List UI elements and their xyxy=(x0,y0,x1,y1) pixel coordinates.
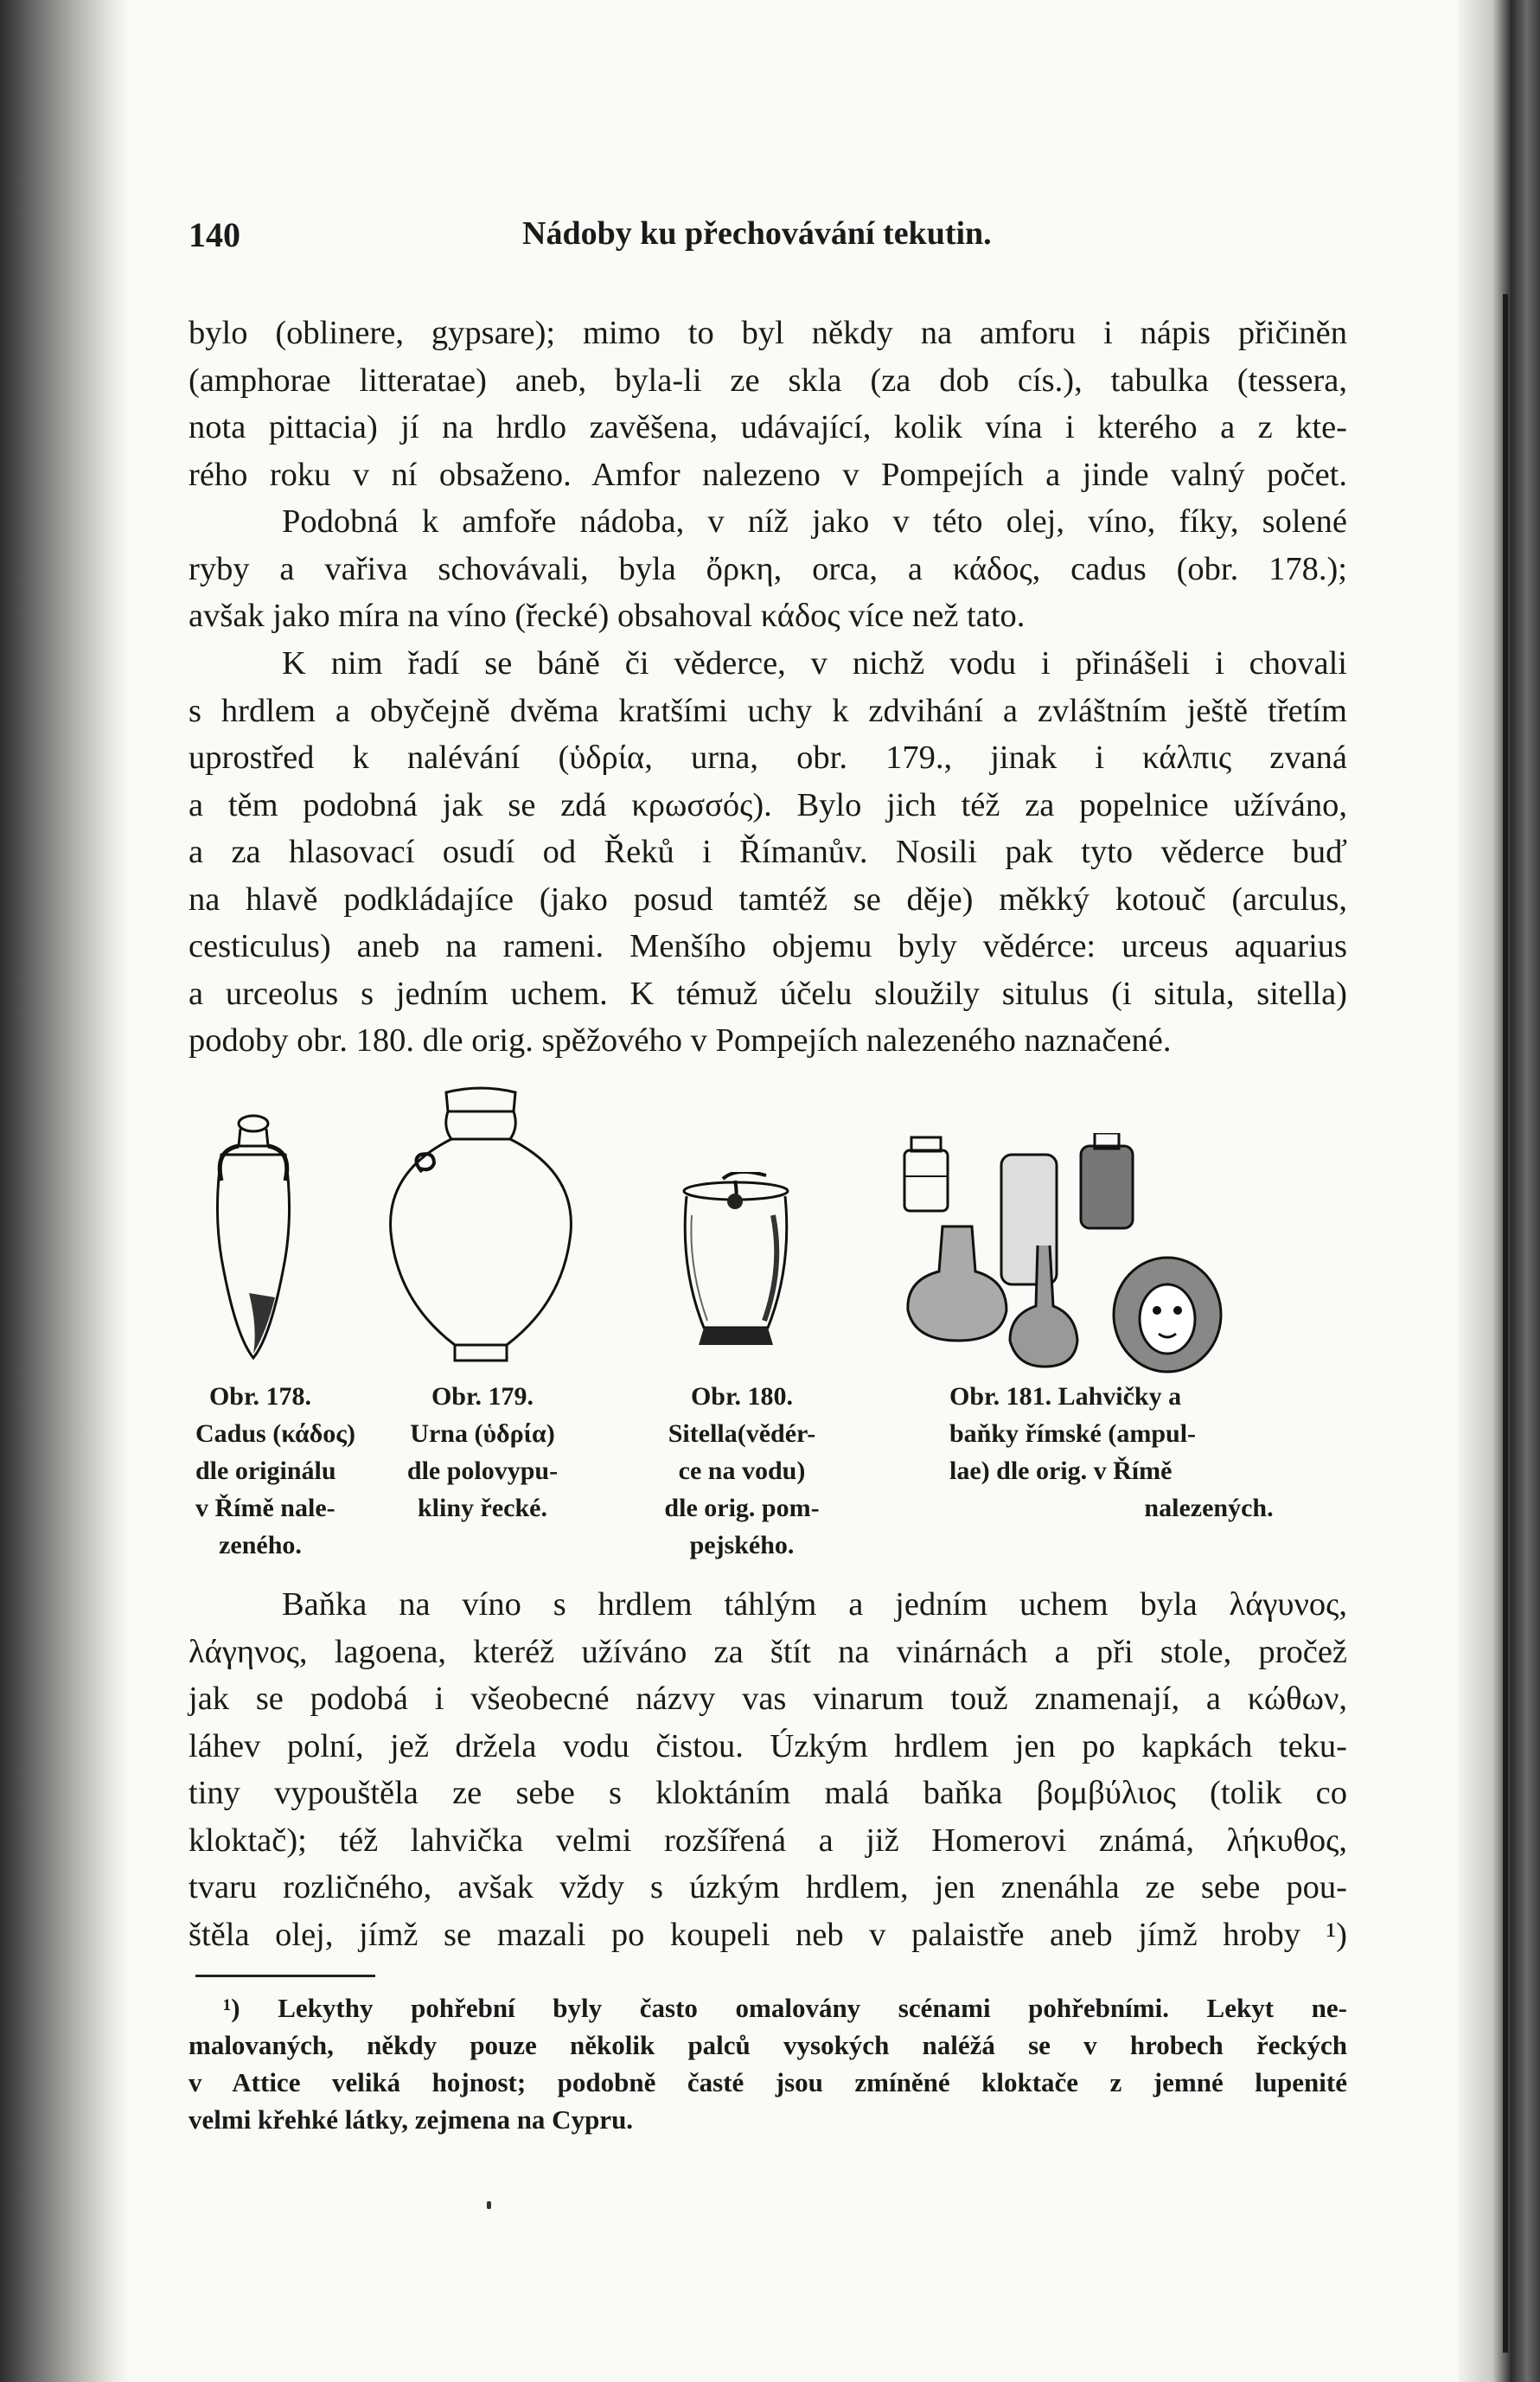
urna-hydria-illustration xyxy=(386,1085,576,1371)
scan-right-margin xyxy=(1458,0,1540,2382)
caption-line: dle polovypu- xyxy=(406,1457,559,1485)
sitella-bucket-illustration xyxy=(680,1172,792,1371)
text-line: a těm podobná jak se zdá κρωσσός). Bylo jich též za popelnice užíváno, xyxy=(189,786,1347,823)
caption-line: dle originálu xyxy=(195,1457,336,1485)
paragraph-3 xyxy=(189,640,1347,1065)
caption-line: lae) dle orig. v Římě xyxy=(949,1457,1173,1485)
text-line: láhev polní, jež držela vodu čistou. Úzkým hrdlem jen po kapkách teku- xyxy=(189,1727,1347,1764)
caption-line: v Římě nale- xyxy=(195,1494,335,1522)
caption-obr-178 xyxy=(195,1378,355,1564)
caption-line: ce na vodu) xyxy=(678,1457,806,1485)
caption-line: Obr. 180. xyxy=(690,1382,794,1411)
text-line: K nim řadí se báně či věderce, v nichž vodu i přinášeli i chovali xyxy=(282,645,1347,682)
footnote-line: ¹) Lekythy pohřební byly často omalovány scénami pohřebními. Lekyt ne- xyxy=(223,1993,1347,2023)
caption-line: Sitella(vědér- xyxy=(668,1419,816,1448)
text-line: štěla olej, jímž se mazali po koupeli neb v palaistře aneb jímž hroby ¹) xyxy=(189,1916,1347,1953)
paragraph-4 xyxy=(189,1581,1347,1958)
footnote xyxy=(189,1989,1347,2138)
caption-obr-181 xyxy=(949,1378,1347,1527)
page-header xyxy=(189,215,1347,266)
paragraph-2 xyxy=(189,498,1347,640)
text-line: nota pittacia) jí na hrdlo zavěšena, udávající, kolik vína i kterého a z kte- xyxy=(189,409,1347,445)
caption-line: Urna (ὑδρία) xyxy=(410,1419,555,1448)
text-line: a za hlasovací osudí od Řeků i Římanův. Nosili pak tyto věderce buď xyxy=(189,834,1347,870)
caption-line: Cadus (κάδος) xyxy=(195,1419,355,1448)
text-line: podoby obr. 180. dle orig. spěžového v Pompejích nalezeného naznačené. xyxy=(189,1022,1172,1059)
scan-page-edge xyxy=(1503,294,1508,2353)
text-line: (amphorae litteratae) aneb, byla-li ze skla (za dob cís.), tabulka (tessera, xyxy=(189,362,1347,399)
text-line: ryby a vařiva schovávali, byla ὄρκη, orca, a κάδος, cadus (obr. 178.); xyxy=(189,550,1347,587)
caption-line: Obr. 178. xyxy=(208,1382,312,1411)
cadus-vessel-illustration xyxy=(206,1111,301,1371)
figure-row xyxy=(189,1085,1347,1559)
caption-obr-179 xyxy=(405,1378,560,1527)
text-line: a urceolus s jedním uchem. K témuž účelu sloužily situlus (i situla, sitella) xyxy=(189,975,1347,1012)
text-line: uprostřed k nalévání (ὑδρία, urna, obr. 179., jinak i κάλπις zvaná xyxy=(189,740,1347,776)
text-line: tiny vypouštěla ze sebe s kloktáním malá baňka βομβύλιος (tolik co xyxy=(189,1775,1347,1811)
caption-line: nalezených. xyxy=(1144,1494,1274,1522)
running-title: Nádoby ku přechovávání tekutin. xyxy=(522,215,992,252)
text-line: bylo (oblinere, gypsare); mimo to byl někdy na amforu i nápis přičiněn xyxy=(189,315,1347,351)
ampullae-bottles-illustration xyxy=(898,1133,1261,1375)
paragraph-1 xyxy=(189,310,1347,498)
text-line: s hrdlem a obyčejně dvěma kratšími uchy k zdvihání a zvláštním ještě třetím xyxy=(189,692,1347,729)
text-line: avšak jako míra na víno (řecké) obsahoval κάδος více než tato. xyxy=(189,598,1026,634)
text-line: Baňka na víno s hrdlem táhlým a jedním uchem byla λάγυνος, xyxy=(282,1586,1347,1623)
text-line: kloktač); též lahvička velmi rozšířená a již Homerovi známá, λήκυθος, xyxy=(189,1822,1347,1859)
caption-line: Obr. 181. Lahvičky a xyxy=(949,1382,1182,1411)
text-line: na hlavě podkládajíce (jako posud tamtéž se děje) měkký kotouč (arculus, xyxy=(189,880,1347,918)
caption-line: kliny řecké. xyxy=(418,1494,547,1522)
footnote-line: velmi křehké látky, zejmena na Cypru. xyxy=(189,2104,634,2135)
caption-line: dle orig. pom- xyxy=(664,1494,820,1522)
caption-line: baňky římské (ampul- xyxy=(949,1419,1197,1448)
caption-line: zeného. xyxy=(219,1531,302,1559)
text-line: Podobná k amfoře nádoba, v níž jako v této olej, víno, fíky, solené xyxy=(282,503,1347,540)
caption-line: pejského. xyxy=(689,1531,795,1559)
text-line: λάγηνος, lagoena, kteréž užíváno za štít na vinárnách a při stole, pročež xyxy=(189,1633,1347,1670)
footnote-line: malovaných, někdy pouze několik palců vysokých naléžá se v hrobech řeckých xyxy=(189,2030,1347,2060)
text-line: tvaru rozličného, avšak vždy s úzkým hrdlem, jen znenáhla ze sebe pou- xyxy=(189,1869,1347,1905)
scan-left-margin xyxy=(0,0,130,2382)
caption-obr-180 xyxy=(655,1378,828,1564)
footnote-separator xyxy=(195,1975,375,1977)
footnote-line: v Attice veliká hojnost; podobně časté jsou zmíněné kloktače z jemné lupenité xyxy=(189,2067,1347,2097)
caption-line: Obr. 179. xyxy=(431,1382,534,1411)
ink-speck xyxy=(487,2201,491,2209)
text-line: rého roku v ní obsaženo. Amfor nalezeno v Pompejích a jinde valný počet. xyxy=(189,456,1347,493)
text-line: cesticulus) aneb na rameni. Menšího objemu byly vědérce: urceus aquarius xyxy=(189,928,1347,964)
text-line: jak se podobá i všeobecné názvy vas vinarum touž znamenají, a κώθων, xyxy=(189,1681,1347,1717)
page-number: 140 xyxy=(189,215,240,254)
